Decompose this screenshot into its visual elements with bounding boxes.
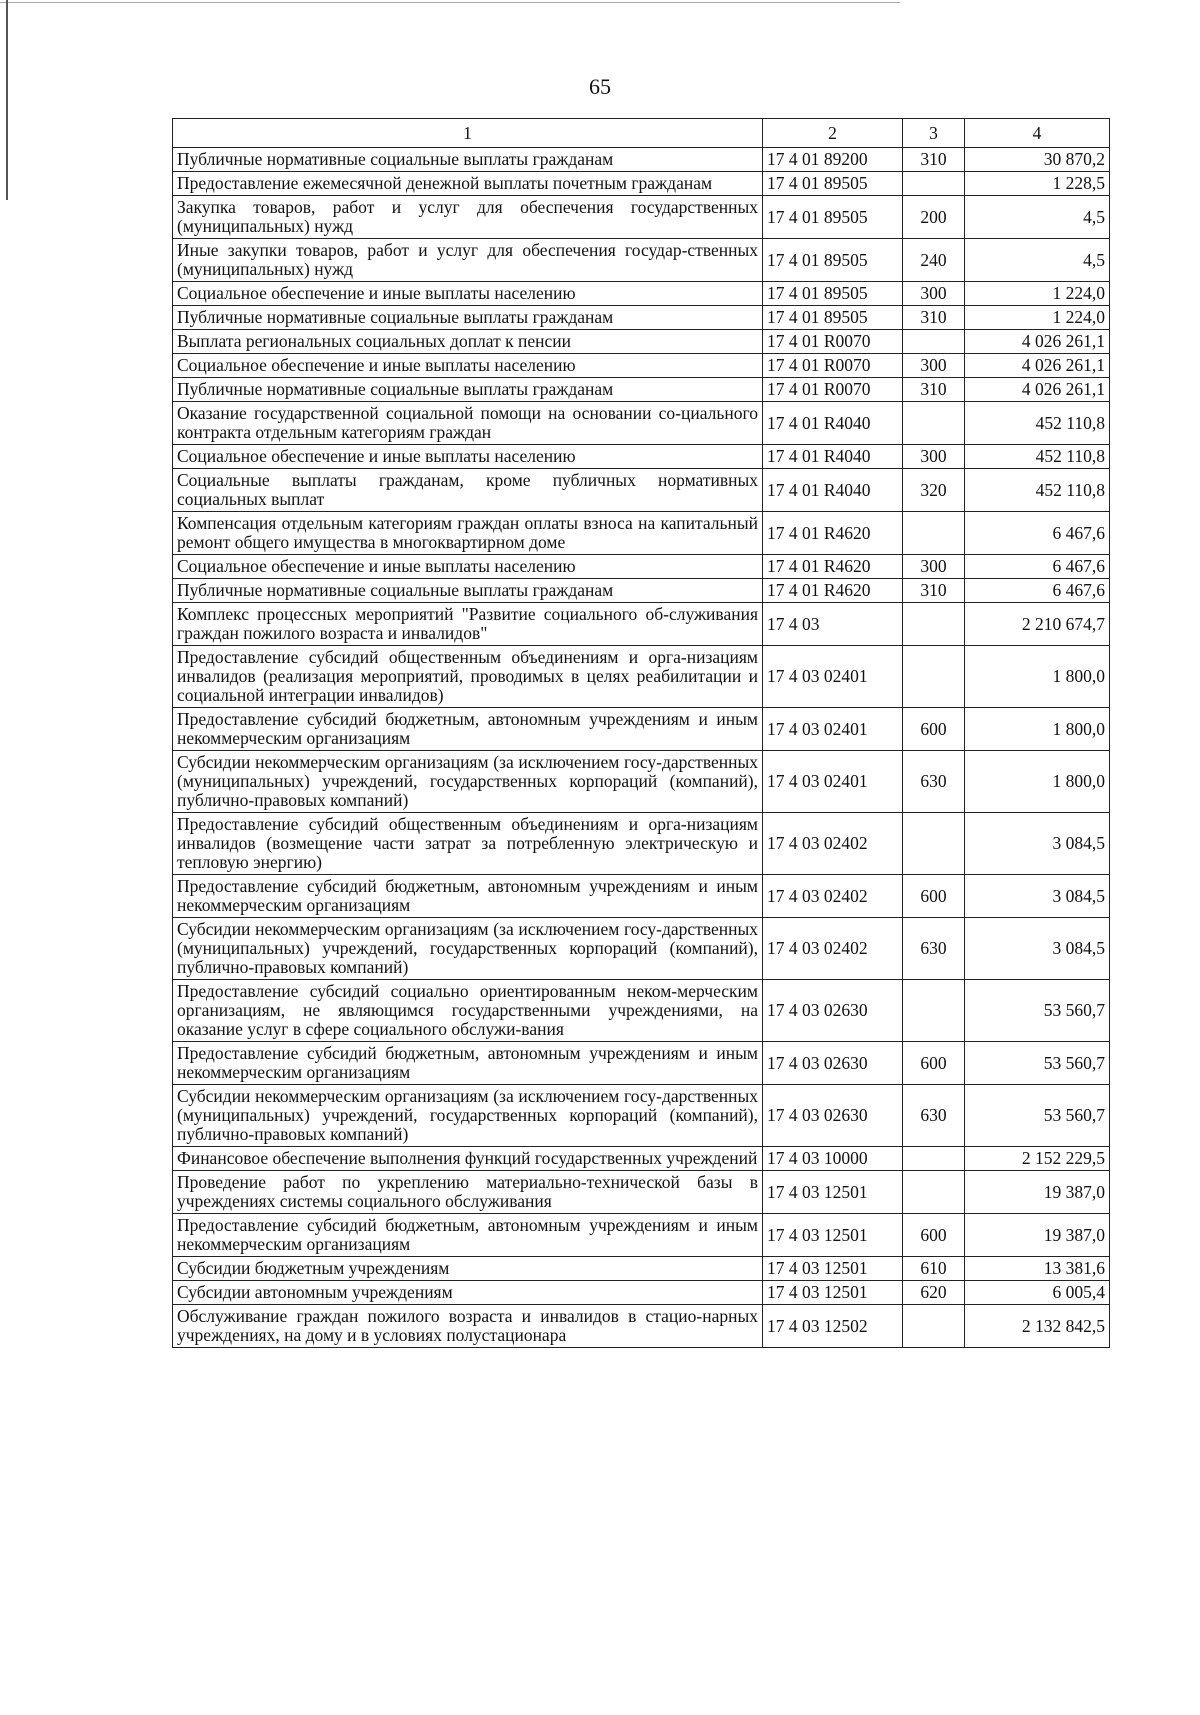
cell-type: 600	[903, 875, 965, 918]
cell-code: 17 4 01 R0070	[763, 354, 903, 378]
cell-code: 17 4 03 02630	[763, 1085, 903, 1147]
cell-name: Предоставление субсидий бюджетным, автономным учреждениям и иным некоммерческим организациям	[173, 875, 763, 918]
cell-code: 17 4 01 R4040	[763, 402, 903, 445]
cell-name: Социальные выплаты гражданам, кроме публичных нормативных социальных выплат	[173, 469, 763, 512]
cell-type	[903, 172, 965, 196]
cell-type	[903, 646, 965, 708]
cell-type	[903, 330, 965, 354]
table-row	[173, 1171, 1110, 1214]
scan-top-edge	[0, 2, 900, 3]
table-row	[173, 708, 1110, 751]
table-row	[173, 306, 1110, 330]
cell-type	[903, 1171, 965, 1214]
header-col-3: 3	[903, 119, 965, 148]
cell-type: 610	[903, 1257, 965, 1281]
cell-sum: 452 110,8	[965, 402, 1110, 445]
table-row	[173, 1257, 1110, 1281]
table-row	[173, 603, 1110, 646]
cell-sum: 2 210 674,7	[965, 603, 1110, 646]
cell-type	[903, 402, 965, 445]
cell-sum: 4,5	[965, 239, 1110, 282]
cell-type: 310	[903, 378, 965, 402]
table-row	[173, 918, 1110, 980]
cell-sum: 3 084,5	[965, 918, 1110, 980]
cell-name: Предоставление субсидий бюджетным, автономным учреждениям и иным некоммерческим организациям	[173, 1214, 763, 1257]
cell-sum: 6 467,6	[965, 555, 1110, 579]
cell-type: 630	[903, 751, 965, 813]
cell-code: 17 4 03 02402	[763, 918, 903, 980]
table-row	[173, 1281, 1110, 1305]
cell-code: 17 4 03 02402	[763, 813, 903, 875]
cell-sum: 53 560,7	[965, 1042, 1110, 1085]
cell-name: Компенсация отдельным категориям граждан оплаты взноса на капитальный ремонт общего имущества в многоквартирном доме	[173, 512, 763, 555]
cell-type: 320	[903, 469, 965, 512]
table-row	[173, 1305, 1110, 1348]
table-row	[173, 813, 1110, 875]
cell-type: 620	[903, 1281, 965, 1305]
cell-sum: 452 110,8	[965, 445, 1110, 469]
cell-code: 17 4 01 89200	[763, 148, 903, 172]
cell-name: Предоставление субсидий бюджетным, автономным учреждениям и иным некоммерческим организациям	[173, 1042, 763, 1085]
cell-name: Предоставление субсидий бюджетным, автономным учреждениям и иным некоммерческим организациям	[173, 708, 763, 751]
cell-type	[903, 813, 965, 875]
header-col-1: 1	[173, 119, 763, 148]
cell-type: 600	[903, 708, 965, 751]
cell-code: 17 4 03 12501	[763, 1257, 903, 1281]
table-row	[173, 282, 1110, 306]
cell-sum: 6 467,6	[965, 579, 1110, 603]
cell-code: 17 4 03 02630	[763, 980, 903, 1042]
table-row	[173, 751, 1110, 813]
table-row	[173, 469, 1110, 512]
cell-sum: 30 870,2	[965, 148, 1110, 172]
table-row	[173, 354, 1110, 378]
cell-code: 17 4 01 R0070	[763, 330, 903, 354]
cell-name: Социальное обеспечение и иные выплаты населению	[173, 282, 763, 306]
cell-code: 17 4 01 89505	[763, 239, 903, 282]
cell-type: 300	[903, 282, 965, 306]
cell-name: Публичные нормативные социальные выплаты гражданам	[173, 579, 763, 603]
cell-name: Субсидии некоммерческим организациям (за исключением госу-дарственных (муниципальных) учреждений, государственных корпораций (компаний), публично-правовых компаний)	[173, 918, 763, 980]
cell-code: 17 4 03 02402	[763, 875, 903, 918]
cell-code: 17 4 03 02401	[763, 751, 903, 813]
table-row	[173, 402, 1110, 445]
table-row	[173, 1085, 1110, 1147]
cell-type: 630	[903, 1085, 965, 1147]
cell-type: 300	[903, 555, 965, 579]
cell-name: Предоставление субсидий общественным объединениям и орга-низациям инвалидов (реализация мероприятий, проводимых в целях реабилитации и социальной интеграции инвалидов)	[173, 646, 763, 708]
cell-name: Социальное обеспечение и иные выплаты населению	[173, 555, 763, 579]
cell-type: 310	[903, 579, 965, 603]
cell-name: Субсидии бюджетным учреждениям	[173, 1257, 763, 1281]
cell-sum: 4 026 261,1	[965, 330, 1110, 354]
cell-type	[903, 980, 965, 1042]
table-row	[173, 330, 1110, 354]
cell-code: 17 4 01 89505	[763, 282, 903, 306]
cell-name: Субсидии некоммерческим организациям (за исключением госу-дарственных (муниципальных) учреждений, государственных корпораций (компаний), публично-правовых компаний)	[173, 751, 763, 813]
cell-sum: 4 026 261,1	[965, 378, 1110, 402]
cell-type	[903, 512, 965, 555]
table-row	[173, 646, 1110, 708]
scan-left-edge	[6, 0, 8, 200]
cell-name: Финансовое обеспечение выполнения функций государственных учреждений	[173, 1147, 763, 1171]
cell-type	[903, 1305, 965, 1348]
cell-name: Предоставление субсидий общественным объединениям и орга-низациям инвалидов (возмещение части затрат за потребленную электрическую и тепловую энергию)	[173, 813, 763, 875]
cell-sum: 4,5	[965, 196, 1110, 239]
cell-code: 17 4 01 89505	[763, 172, 903, 196]
cell-sum: 1 800,0	[965, 751, 1110, 813]
cell-name: Социальное обеспечение и иные выплаты населению	[173, 354, 763, 378]
cell-code: 17 4 01 89505	[763, 196, 903, 239]
table-row	[173, 1214, 1110, 1257]
cell-type: 310	[903, 306, 965, 330]
header-row	[173, 119, 1110, 148]
cell-sum: 53 560,7	[965, 980, 1110, 1042]
header-col-2: 2	[763, 119, 903, 148]
table-row	[173, 579, 1110, 603]
cell-sum: 4 026 261,1	[965, 354, 1110, 378]
cell-type	[903, 603, 965, 646]
header-col-4: 4	[965, 119, 1110, 148]
cell-name: Проведение работ по укреплению материально-технической базы в учреждениях системы социального обслуживания	[173, 1171, 763, 1214]
table-row	[173, 512, 1110, 555]
cell-code: 17 4 03 02401	[763, 708, 903, 751]
cell-sum: 1 224,0	[965, 306, 1110, 330]
cell-code: 17 4 03 12501	[763, 1214, 903, 1257]
table-row	[173, 980, 1110, 1042]
cell-name: Публичные нормативные социальные выплаты гражданам	[173, 378, 763, 402]
table-body	[173, 148, 1110, 1348]
cell-name: Закупка товаров, работ и услуг для обеспечения государственных (муниципальных) нужд	[173, 196, 763, 239]
cell-name: Выплата региональных социальных доплат к пенсии	[173, 330, 763, 354]
cell-code: 17 4 03 10000	[763, 1147, 903, 1171]
cell-code: 17 4 03 12501	[763, 1171, 903, 1214]
cell-name: Иные закупки товаров, работ и услуг для обеспечения государ-ственных (муниципальных) нужд	[173, 239, 763, 282]
table-row	[173, 1147, 1110, 1171]
cell-sum: 53 560,7	[965, 1085, 1110, 1147]
cell-type: 310	[903, 148, 965, 172]
cell-sum: 6 467,6	[965, 512, 1110, 555]
cell-name: Оказание государственной социальной помощи на основании со-циального контракта отдельным категориям граждан	[173, 402, 763, 445]
cell-code: 17 4 01 R4040	[763, 469, 903, 512]
table-row	[173, 378, 1110, 402]
cell-code: 17 4 03 02401	[763, 646, 903, 708]
page-number: 65	[589, 74, 611, 99]
cell-code: 17 4 03 12501	[763, 1281, 903, 1305]
cell-sum: 2 132 842,5	[965, 1305, 1110, 1348]
cell-code: 17 4 03 02630	[763, 1042, 903, 1085]
cell-sum: 3 084,5	[965, 875, 1110, 918]
cell-code: 17 4 01 R0070	[763, 378, 903, 402]
cell-type: 240	[903, 239, 965, 282]
cell-type: 200	[903, 196, 965, 239]
cell-name: Субсидии некоммерческим организациям (за исключением госу-дарственных (муниципальных) учреждений, государственных корпораций (компаний), публично-правовых компаний)	[173, 1085, 763, 1147]
cell-code: 17 4 03	[763, 603, 903, 646]
table-row	[173, 148, 1110, 172]
cell-type: 300	[903, 354, 965, 378]
table-row	[173, 1042, 1110, 1085]
cell-code: 17 4 01 89505	[763, 306, 903, 330]
cell-name: Обслуживание граждан пожилого возраста и инвалидов в стацио-нарных учреждениях, на дому и в условиях полустационара	[173, 1305, 763, 1348]
cell-name: Субсидии автономным учреждениям	[173, 1281, 763, 1305]
cell-code: 17 4 01 R4620	[763, 512, 903, 555]
cell-name: Публичные нормативные социальные выплаты гражданам	[173, 148, 763, 172]
cell-sum: 19 387,0	[965, 1171, 1110, 1214]
cell-sum: 3 084,5	[965, 813, 1110, 875]
cell-type: 300	[903, 445, 965, 469]
table-row	[173, 555, 1110, 579]
cell-sum: 1 800,0	[965, 646, 1110, 708]
cell-name: Публичные нормативные социальные выплаты гражданам	[173, 306, 763, 330]
table-row	[173, 239, 1110, 282]
table-row	[173, 196, 1110, 239]
table-row	[173, 445, 1110, 469]
cell-name: Комплекс процессных мероприятий "Развитие социального об-служивания граждан пожилого возраста и инвалидов"	[173, 603, 763, 646]
cell-type: 600	[903, 1042, 965, 1085]
cell-code: 17 4 01 R4040	[763, 445, 903, 469]
cell-code: 17 4 03 12502	[763, 1305, 903, 1348]
cell-code: 17 4 01 R4620	[763, 555, 903, 579]
cell-sum: 452 110,8	[965, 469, 1110, 512]
table-row	[173, 172, 1110, 196]
cell-sum: 6 005,4	[965, 1281, 1110, 1305]
cell-sum: 13 381,6	[965, 1257, 1110, 1281]
cell-name: Предоставление ежемесячной денежной выплаты почетным гражданам	[173, 172, 763, 196]
cell-name: Предоставление субсидий социально ориентированным неком-мерческим организациям, не являющимся государственными учреждениями, на оказание услуг в сфере социального обслужи-вания	[173, 980, 763, 1042]
cell-sum: 2 152 229,5	[965, 1147, 1110, 1171]
cell-type: 630	[903, 918, 965, 980]
budget-table	[172, 118, 1110, 1348]
cell-sum: 1 800,0	[965, 708, 1110, 751]
cell-code: 17 4 01 R4620	[763, 579, 903, 603]
cell-sum: 19 387,0	[965, 1214, 1110, 1257]
cell-name: Социальное обеспечение и иные выплаты населению	[173, 445, 763, 469]
table-row	[173, 875, 1110, 918]
cell-sum: 1 228,5	[965, 172, 1110, 196]
cell-type: 600	[903, 1214, 965, 1257]
cell-type	[903, 1147, 965, 1171]
cell-sum: 1 224,0	[965, 282, 1110, 306]
